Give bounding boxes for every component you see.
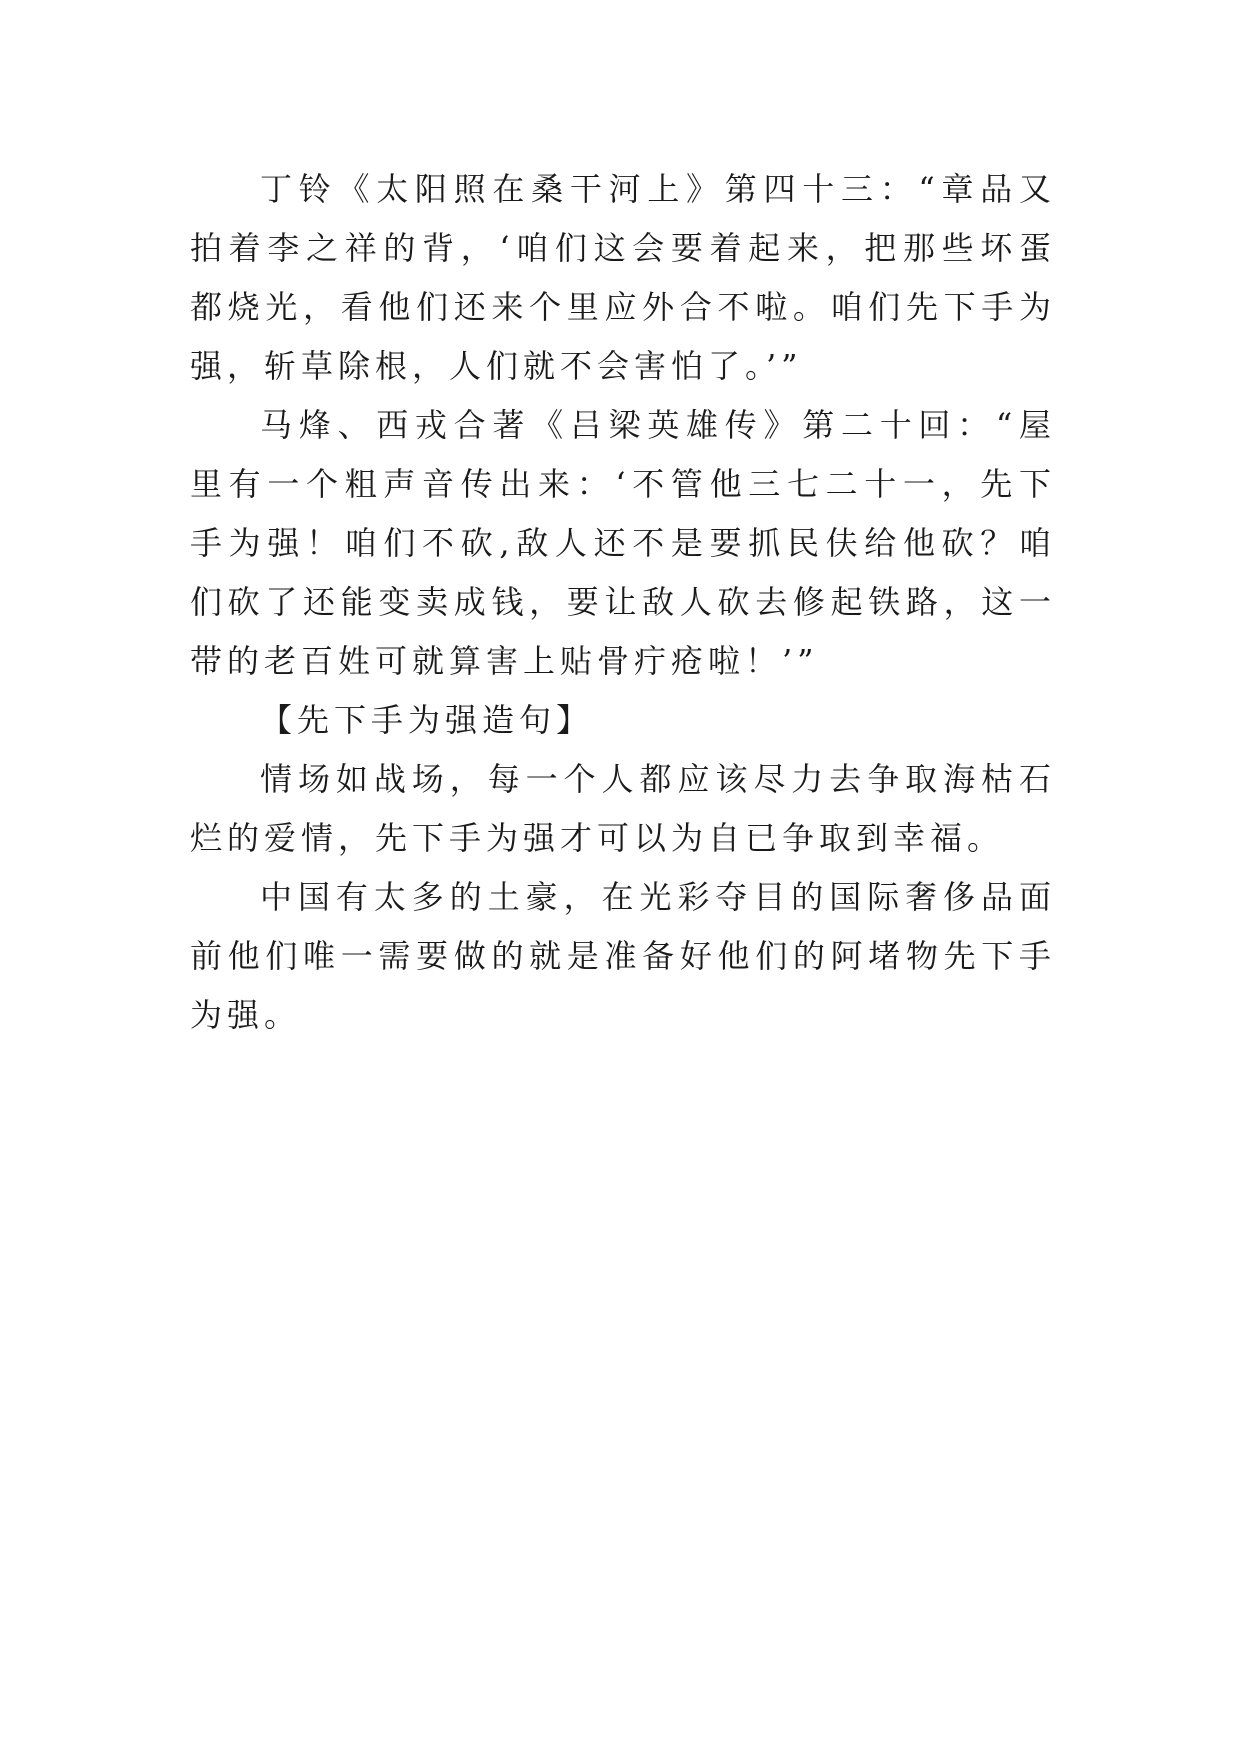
section-heading-example-sentences: 【先下手为强造句】	[260, 701, 594, 739]
example-sentence-2: 中国有太多的土豪，在光彩夺目的国际奢侈品面前他们唯一需要做的就是准备好他们的阿堵物先下手为强。	[190, 878, 1056, 1034]
quote-paragraph-lvliang: 马烽、西戎合著《吕梁英雄传》第二十回：“屋里有一个粗声音传出来：‘不管他三七二十一，先下手为强！咱们不砍,敌人还不是要抓民伕给他砍？咱们砍了还能变卖成钱，要让敌人砍去修起铁路，这一带的老百姓可就算害上贴骨疔疮啦！’”	[190, 406, 1056, 680]
document-body	[190, 160, 1056, 1045]
example-sentence-1: 情场如战场，每一个人都应该尽力去争取海枯石烂的爱情，先下手为强才可以为自已争取到幸福。	[190, 760, 1056, 857]
quote-paragraph-ding-ling: 丁铃《太阳照在桑干河上》第四十三：“章品又拍着李之祥的背，‘咱们这会要着起来，把那些坏蛋都烧光，看他们还来个里应外合不啦。咱们先下手为强，斩草除根，人们就不会害怕了。’”	[190, 170, 1056, 385]
